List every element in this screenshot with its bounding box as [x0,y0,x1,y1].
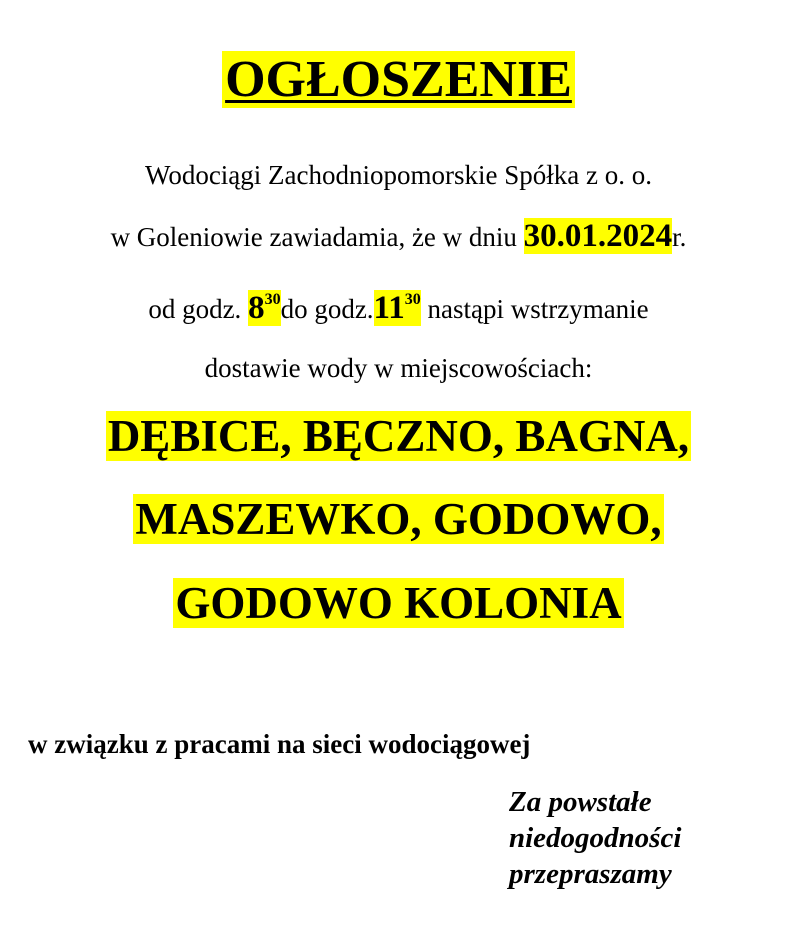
places-line-2-text: MASZEWKO, GODOWO, [135,494,662,544]
apology-line-2: niedogodności [509,822,682,854]
time-line [0,288,797,329]
places-line-3-text: GODOWO KOLONIA [175,578,622,628]
places-line-1 [0,407,797,465]
start-time [248,290,281,326]
date-line-prefix: w Goleniowie zawiadamia, że w dniu [110,222,524,252]
notice-title-text: OGŁOSZENIE [222,51,575,108]
end-minutes: 30 [404,291,421,308]
company-line: Wodociągi Zachodniopomorskie Spółka z o. o. [145,160,652,190]
reason-line: w związku z pracami na sieci wodociągowej [28,729,531,759]
places-line-2 [0,490,797,548]
end-time [374,290,421,326]
notice-title [0,47,797,113]
start-minutes: 30 [264,291,281,308]
apology-line-3: przepraszamy [509,858,672,890]
places-line-3 [0,574,797,632]
apology-line-1: Za powstałe [509,786,652,818]
date-line-suffix: r. [672,222,687,252]
time-line-prefix: od godz. [148,294,249,324]
date-line [0,216,797,257]
places-line-1-text: DĘBICE, BĘCZNO, BAGNA, [107,411,690,461]
outage-date: 30.01.2024 [523,218,673,254]
supply-line: dostawie wody w miejscowościach: [204,353,593,383]
time-line-suffix: nastąpi wstrzymanie [420,294,649,324]
start-hour: 8 [248,290,265,326]
apology-block [509,784,789,892]
time-line-middle: do godz. [280,294,374,324]
end-hour: 11 [373,290,405,326]
